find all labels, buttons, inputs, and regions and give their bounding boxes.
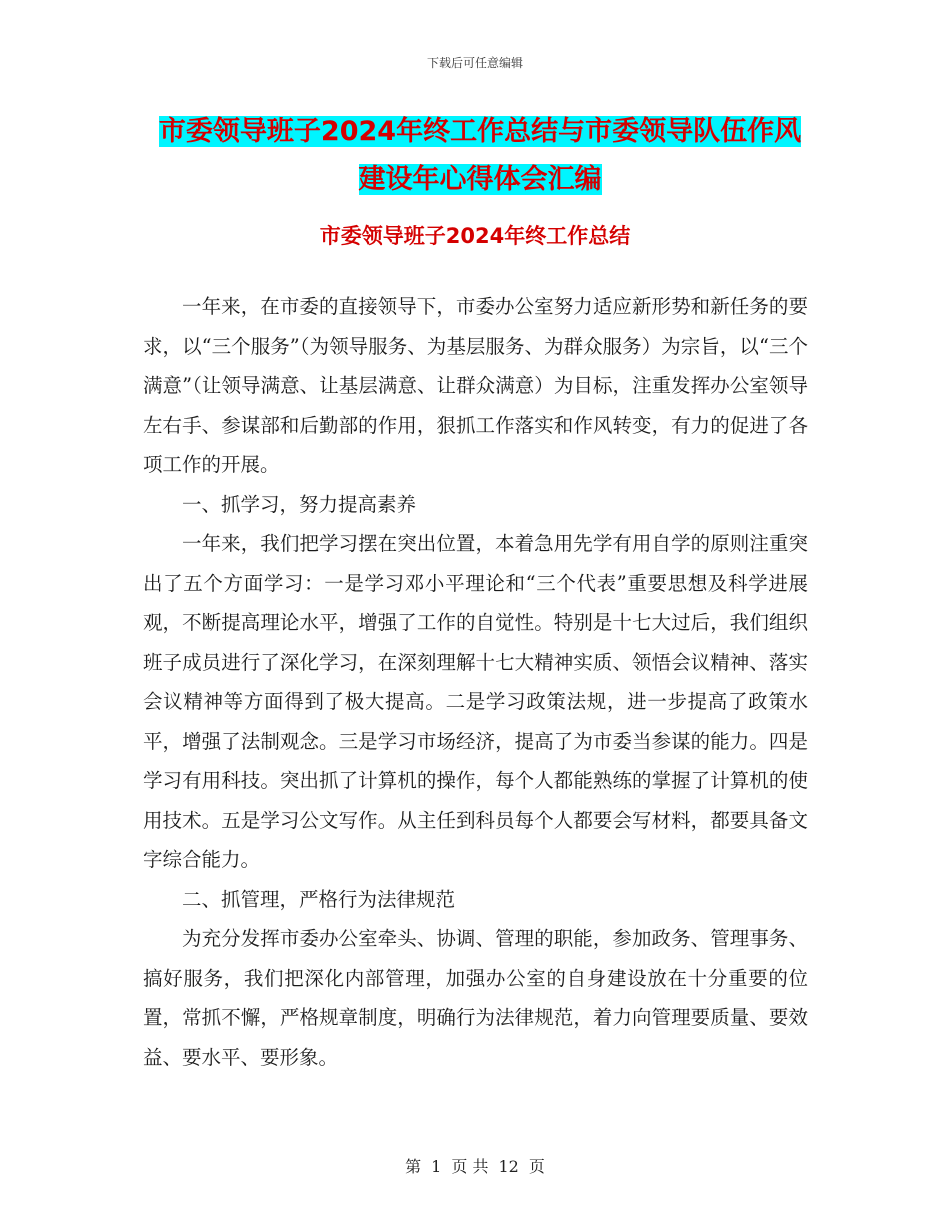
paragraph-intro: 一年来，在市委的直接领导下，市委办公室努力适应新形势和新任务的要求，以“三个服务”（为领导服务、为基层服务、为群众服务）为宗旨，以“三个满意”（让领导满意、让基层满意、让群众满意）为目标，注重发挥办公室领导左右手、参谋部和后勤部的作用，狠抓工作落实和作风转变，有力的促进了各项工作的开展。 bbox=[143, 295, 808, 476]
document-title-line-2: 建设年心得体会汇编 bbox=[358, 164, 602, 195]
footer-total-pages: 12 bbox=[498, 1157, 519, 1176]
heading-management: 二、抓管理，严格行为法律规范 bbox=[182, 887, 456, 911]
page-header-note: 下载后可任意编辑 bbox=[426, 56, 523, 70]
heading-study: 一、抓学习，努力提高素养 bbox=[182, 492, 417, 516]
footer-mid: 页 共 bbox=[451, 1157, 489, 1176]
document-title bbox=[140, 108, 820, 204]
footer-suffix: 页 bbox=[528, 1157, 545, 1176]
paragraph-management: 为充分发挥市委办公室牵头、协调、管理的职能，参加政务、管理事务、搞好服务，我们把深化内部管理，加强办公室的自身建设放在十分重要的位置，常抓不懈，严格规章制度，明确行为法律规范，着力向管理要质量、要效益、要水平、要形象。 bbox=[143, 927, 808, 1069]
document-body bbox=[143, 287, 808, 1077]
footer-page-number: 1 bbox=[431, 1157, 442, 1176]
page-footer bbox=[0, 1154, 950, 1177]
document-title-line-1: 市委领导班子2024年终工作总结与市委领导队伍作风 bbox=[158, 116, 802, 147]
paragraph-study: 一年来，我们把学习摆在突出位置，本着急用先学有用自学的原则注重突出了五个方面学习：一是学习邓小平理论和“三个代表”重要思想及科学进展观，不断提高理论水平，增强了工作的自觉性。特别是十七大过后，我们组织班子成员进行了深化学习，在深刻理解十七大精神实质、领悟会议精神、落实会议精神等方面得到了极大提高。二是学习政策法规，进一步提高了政策水平，增强了法制观念。三是学习市场经济，提高了为市委当参谋的能力。四是学习有用科技。突出抓了计算机的操作，每个人都能熟练的掌握了计算机的使用技术。五是学习公文写作。从主任到科员每个人都要会写材料，都要具备文字综合能力。 bbox=[143, 532, 808, 871]
footer-prefix: 第 bbox=[405, 1157, 422, 1176]
section-title: 市委领导班子2024年终工作总结 bbox=[319, 224, 631, 248]
